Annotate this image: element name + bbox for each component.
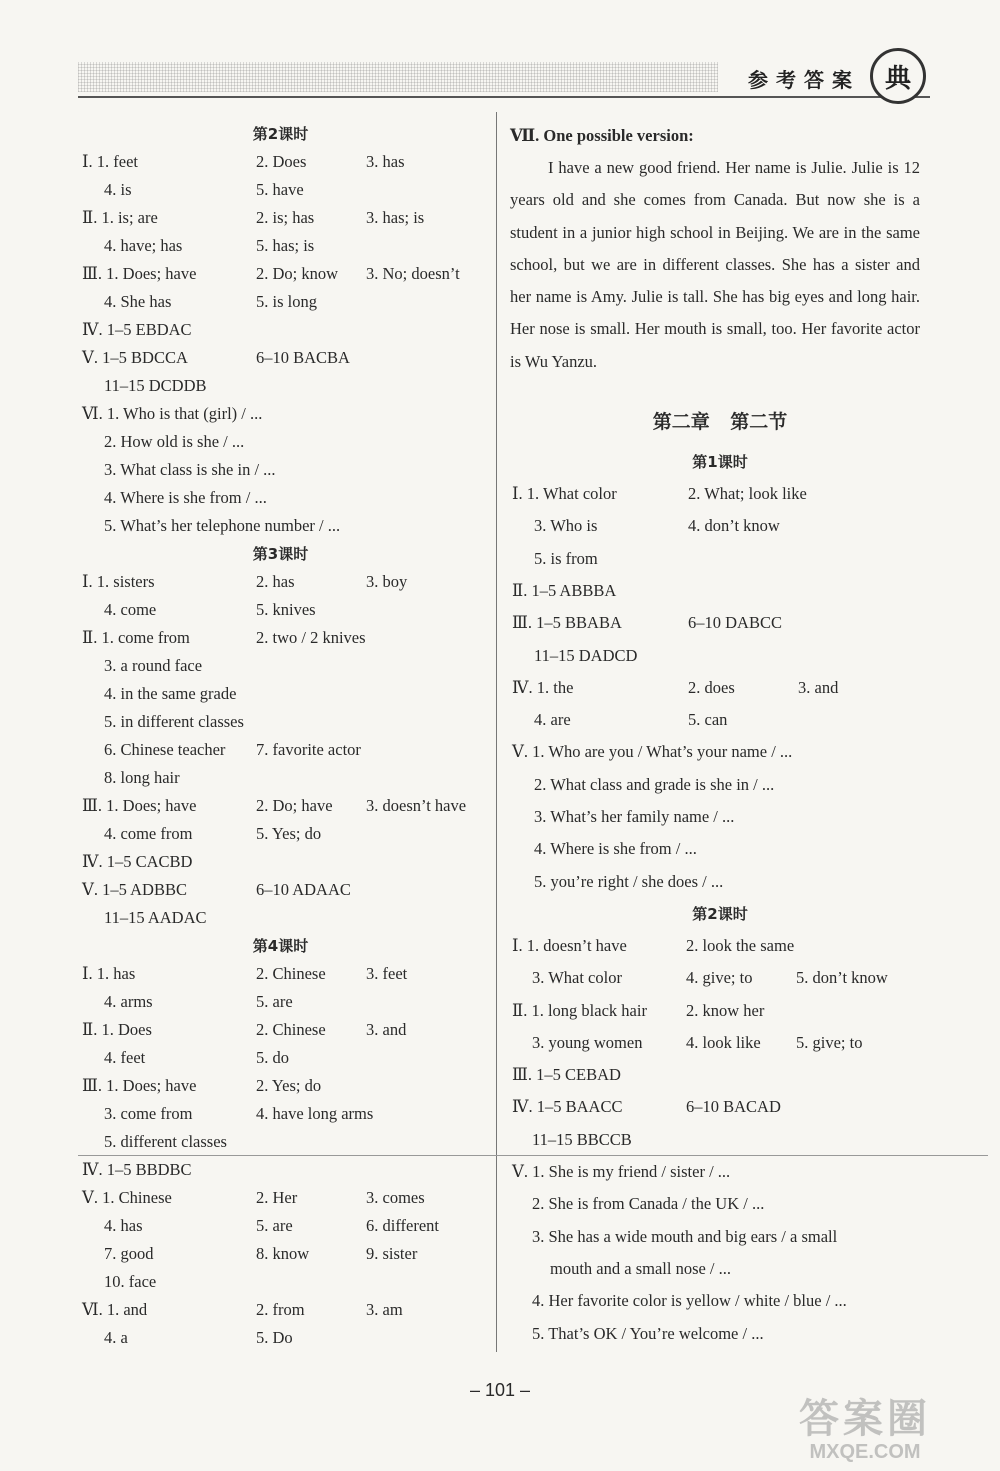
answer-row: Ⅳ. 1–5 CACBD — [82, 852, 193, 871]
answer-row: 4. a 5. Do — [104, 1328, 293, 1347]
answer-row: 4. She has 5. is long — [104, 292, 317, 311]
section-heading: 第2课时 — [692, 904, 748, 923]
watermark-url: MXQE.COM — [809, 1441, 921, 1463]
answer-row: 11–15 DCDDB — [104, 376, 207, 395]
answer-row: Ⅵ. 1. Who is that (girl) / ... — [82, 404, 263, 423]
answer-row: Ⅱ. 1–5 ABBBA — [512, 580, 617, 600]
answer-row: Ⅴ. 1. Chinese 2. Her 3. comes — [82, 1188, 425, 1207]
answer-row: 4. come from 5. Yes; do — [104, 824, 322, 843]
answer-row: Ⅳ. 1–5 BBDBC — [82, 1160, 192, 1179]
section-heading: 第2课时 — [252, 125, 309, 143]
answer-row: Ⅴ. 1. Who are you / What’s your name / ... — [512, 742, 793, 762]
answer-row: 3. a round face — [104, 656, 203, 675]
section-heading: 第1课时 — [692, 453, 748, 472]
watermark-logo — [780, 1397, 950, 1463]
answer-row: 2. She is from Canada / the UK / ... — [532, 1194, 765, 1214]
answer-row: 11–15 DADCD — [534, 645, 638, 665]
answer-row: Ⅴ. 1–5 ADBBC 6–10 ADAAC — [82, 880, 351, 899]
answer-row: 3. Who is 4. don’t know — [534, 516, 780, 536]
column-divider — [496, 112, 497, 1352]
header-title: 参考答案 — [748, 68, 860, 92]
answer-row: 4. feet 5. do — [104, 1048, 289, 1067]
answer-row: 4. have; has 5. has; is — [104, 236, 315, 255]
answer-row: Ⅵ. 1. and 2. from 3. am — [82, 1300, 403, 1319]
answer-row: 7. good 8. know 9. sister — [104, 1244, 418, 1263]
header-pattern — [78, 62, 718, 92]
answer-row: 3. What color 4. give; to 5. don’t know — [532, 968, 888, 988]
answer-row: 4. arms 5. are — [104, 992, 293, 1011]
section-heading: 第3课时 — [252, 545, 309, 563]
page-number: – 101 – — [469, 1380, 531, 1400]
answer-row: Ⅲ. 1. Does; have 2. Do; know 3. No; doesn’t — [82, 264, 460, 283]
dian-logo-icon: 典 — [870, 48, 926, 104]
answer-row: Ⅳ. 1–5 EBDAC — [82, 320, 192, 339]
answer-row: 5. That’s OK / You’re welcome / ... — [532, 1323, 764, 1343]
answer-row: 3. She has a wide mouth and big ears / a small — [532, 1226, 838, 1246]
answer-row: 2. What class and grade is she in / ... — [534, 774, 775, 794]
answer-row: Ⅲ. 1–5 BBABA 6–10 DABCC — [512, 613, 782, 633]
answer-row: 4. come 5. knives — [104, 600, 316, 619]
answer-row: 8. long hair — [104, 768, 180, 787]
answer-row: Ⅱ. 1. Does 2. Chinese 3. and — [82, 1020, 407, 1039]
watermark-text: 答案圈 — [799, 1397, 931, 1441]
answer-row: Ⅱ. 1. long black hair 2. know her — [512, 1000, 765, 1020]
answer-row: 4. is 5. have — [104, 180, 304, 199]
answer-row: Ⅲ. 1–5 CEBAD — [512, 1065, 621, 1085]
essay-title: Ⅶ. One possible version: — [510, 126, 694, 145]
answer-row: 5. is from — [534, 548, 598, 568]
answer-row: Ⅱ. 1. is; are 2. is; has 3. has; is — [82, 208, 425, 227]
answer-row: Ⅳ. 1. the 2. does 3. and — [512, 677, 839, 697]
answer-row: 4. Where is she from / ... — [534, 839, 697, 859]
page-header — [78, 58, 930, 98]
answer-row: 11–15 BBCCB — [532, 1129, 632, 1149]
answer-row: Ⅴ. 1. She is my friend / sister / ... — [512, 1162, 731, 1182]
answer-row: 4. Her favorite color is yellow / white / blue / ... — [532, 1291, 847, 1311]
chapter-heading: 第二章 第二节 — [652, 411, 788, 434]
answer-row: Ⅲ. 1. Does; have 2. Yes; do — [82, 1076, 322, 1095]
right-column — [510, 120, 930, 1350]
answer-row: Ⅳ. 1–5 BAACC 6–10 BACAD — [512, 1097, 781, 1117]
answer-row: Ⅱ. 1. come from 2. two / 2 knives — [82, 628, 366, 647]
answer-row: Ⅰ. 1. feet 2. Does 3. has — [82, 152, 405, 171]
answer-row: mouth and a small nose / ... — [550, 1258, 732, 1278]
answer-row: 5. different classes — [104, 1132, 227, 1151]
essay-paragraph: I have a new good friend. Her name is Julie. Julie is 12 years old and she comes from Canada. But now she is a student in a junior high school in Beijing. We are in the same school, but we are in different classes. She has a sister and her name is Amy. Julie is tall. She has big eyes and long hair. Her nose is small. Her mouth is small, too. Her favorite actor is Wu Yanzu. — [510, 158, 920, 371]
answer-row: Ⅰ. 1. What color 2. What; look like — [512, 484, 807, 504]
answer-row: 6. Chinese teacher 7. favorite actor — [104, 740, 361, 759]
answer-row: 3. come from 4. have long arms — [104, 1104, 374, 1123]
section-heading: 第4课时 — [252, 937, 309, 955]
answer-row: Ⅰ. 1. has 2. Chinese 3. feet — [82, 964, 408, 983]
answer-row: 4. has 5. are 6. different — [104, 1216, 440, 1235]
answer-row: Ⅰ. 1. sisters 2. has 3. boy — [82, 572, 408, 591]
answer-row: 5. you’re right / she does / ... — [534, 871, 724, 891]
answer-row: 3. young women 4. look like 5. give; to — [532, 1032, 863, 1052]
answer-row: 4. are 5. can — [534, 710, 728, 730]
answer-row: Ⅰ. 1. doesn’t have 2. look the same — [512, 935, 795, 955]
answer-row: 4. Where is she from / ... — [104, 488, 267, 507]
answer-row: 2. How old is she / ... — [104, 432, 245, 451]
answer-row: 3. What’s her family name / ... — [534, 807, 735, 827]
answer-row: 4. in the same grade — [104, 684, 237, 703]
answer-row: 10. face — [104, 1272, 157, 1291]
answer-row: 5. in different classes — [104, 712, 244, 731]
answer-row: 3. What class is she in / ... — [104, 460, 276, 479]
answer-row: Ⅴ. 1–5 BDCCA 6–10 BACBA — [82, 348, 350, 367]
left-column — [78, 120, 483, 1352]
answer-row: 5. What’s her telephone number / ... — [104, 516, 341, 535]
answer-row: 11–15 AADAC — [104, 908, 207, 927]
answer-row: Ⅲ. 1. Does; have 2. Do; have 3. doesn’t have — [82, 796, 467, 815]
